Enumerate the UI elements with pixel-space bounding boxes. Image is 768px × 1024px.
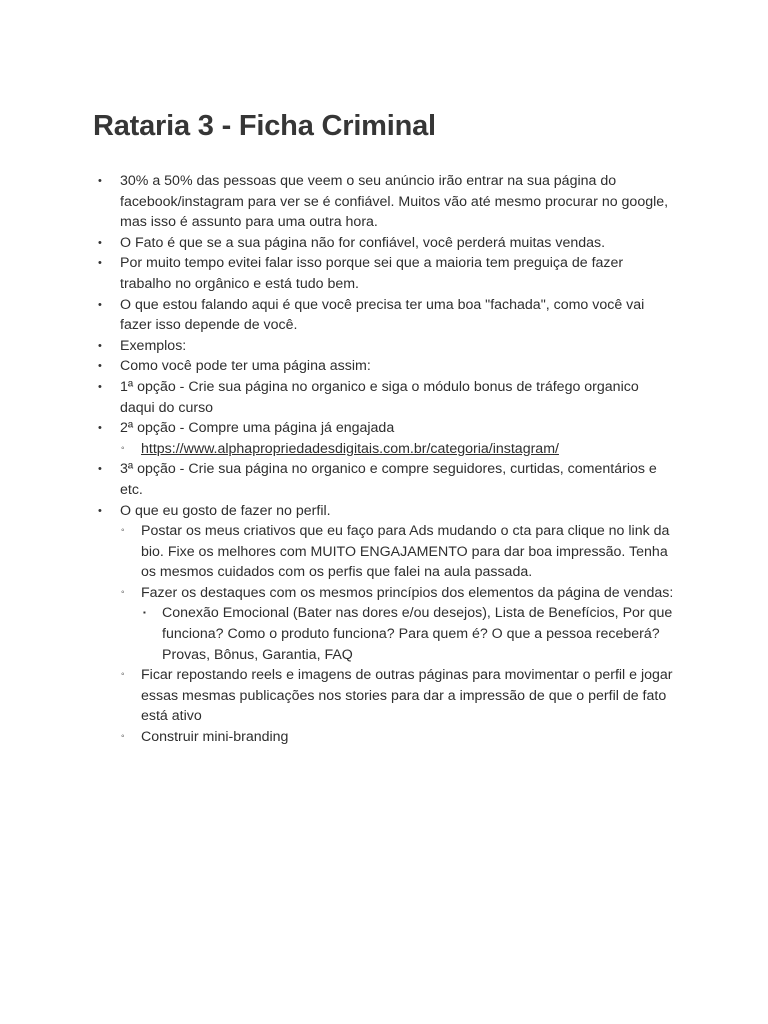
circle-bullet-marker: ◦	[121, 669, 125, 681]
document-title: Rataria 3 - Ficha Criminal	[93, 110, 436, 142]
bullet-marker: •	[98, 339, 102, 352]
sub-list-item	[120, 521, 676, 583]
list-item-text: Por muito tempo evitei falar isso porque sei que a maioria tem preguiça de fazer trabalho no orgânico e está tudo bem.	[120, 255, 624, 292]
sub-list-item	[120, 665, 676, 727]
sub-list-item	[120, 583, 676, 665]
bullet-marker: •	[98, 422, 102, 435]
bullet-list	[96, 171, 676, 748]
list-item	[96, 253, 676, 294]
list-item-text: 1ª opção - Crie sua página no organico e siga o módulo bonus de tráfego organico daqui do curso	[120, 378, 639, 416]
list-item-text: O Fato é que se a sua página não for confiável, você perderá muitas vendas.	[120, 234, 606, 251]
square-bullet-marker: ▪	[143, 608, 146, 618]
list-item-text: Exemplos:	[120, 337, 187, 354]
sub-list-item	[120, 727, 676, 748]
bullet-marker: •	[98, 463, 102, 476]
bullet-marker: •	[98, 257, 102, 270]
nested-list-item	[141, 603, 676, 665]
instagram-category-link[interactable]: https://www.alphapropriedadesdigitais.com.br/categoria/instagram/	[141, 440, 559, 457]
nested-list-item-text: Conexão Emocional (Bater nas dores e/ou desejos), Lista de Benefícios, Por que funciona? Como o produto funciona? Para quem é? O que a pessoa receberá? Provas, Bônus, Garantia, FAQ	[162, 605, 673, 663]
circle-bullet-marker: ◦	[121, 586, 125, 598]
sub-list	[120, 521, 676, 748]
list-item	[96, 377, 676, 418]
list-item-text: O que estou falando aqui é que você precisa ter uma boa "fachada", como você vai fazer isso depende de você.	[120, 296, 645, 334]
list-item-text: 30% a 50% das pessoas que veem o seu anúncio irão entrar na sua página do facebook/instagram para ver se é confiável. Muitos vão até mesmo procurar no google, mas isso é assunto para uma outra hora.	[120, 173, 669, 231]
list-item	[96, 233, 676, 254]
circle-bullet-marker: ◦	[121, 525, 125, 537]
bullet-marker: •	[98, 380, 102, 393]
circle-bullet-marker: ◦	[121, 731, 125, 743]
list-item	[96, 501, 676, 748]
sub-list	[120, 439, 676, 460]
sub-list-item-text: Postar os meus criativos que eu faço para Ads mudando o cta para clique no link da bio. Fixe os melhores com MUITO ENGAJAMENTO para dar boa impressão. Tenha os mesmos cuidados com os perfis que falei na aula passada.	[141, 523, 670, 581]
list-item-text: 2ª opção - Compre uma página já engajada	[120, 420, 395, 437]
list-item-text: 3ª opção - Crie sua página no organico e compre seguidores, curtidas, comentários e etc.	[120, 461, 657, 498]
list-item	[96, 295, 676, 336]
list-item-text: O que eu gosto de fazer no perfil.	[120, 502, 331, 519]
list-item	[96, 418, 676, 459]
sub-list-item-text: Fazer os destaques com os mesmos princípios dos elementos da página de vendas:	[141, 584, 674, 601]
list-item	[96, 171, 676, 233]
circle-bullet-marker: ◦	[121, 442, 125, 454]
sub-list-item-text: Ficar repostando reels e imagens de outras páginas para movimentar o perfil e jogar essas mesmas publicações nos stories para dar a impressão de que o perfil de fato está ativo	[141, 667, 673, 725]
list-item	[96, 336, 676, 357]
list-item	[96, 459, 676, 500]
bullet-marker: •	[98, 360, 102, 373]
nested-sub-list	[141, 603, 676, 665]
list-item-text: Como você pode ter uma página assim:	[120, 358, 371, 375]
sub-list-item-text: Construir mini-branding	[141, 729, 289, 746]
bullet-marker: •	[98, 298, 102, 311]
bullet-marker: •	[98, 175, 102, 187]
bullet-marker: •	[98, 504, 102, 517]
bullet-marker: •	[98, 236, 102, 249]
sub-list-item	[120, 439, 676, 460]
document-body	[96, 171, 676, 748]
list-item	[96, 356, 676, 377]
